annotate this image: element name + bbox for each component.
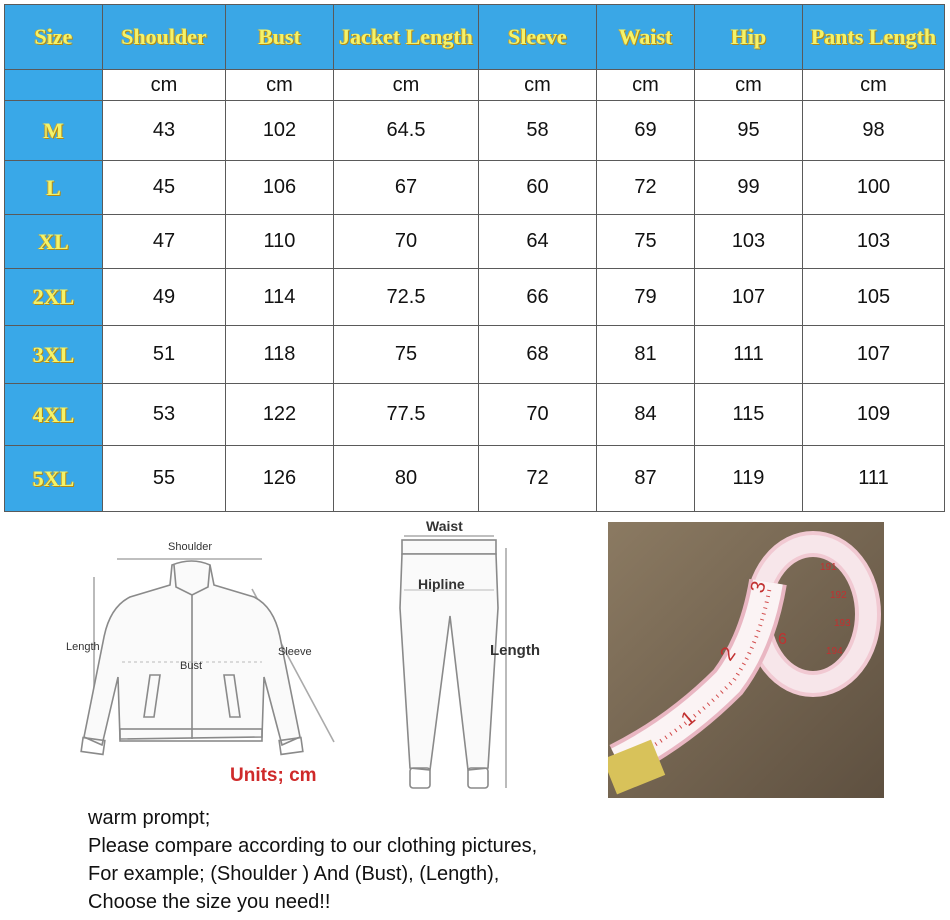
table-cell: 102 <box>226 101 334 161</box>
length-label: Length <box>66 641 100 653</box>
table-row <box>5 384 945 446</box>
tape-number-3: 3 <box>746 578 771 596</box>
table-cell: 70 <box>334 215 479 269</box>
table-cell: 67 <box>334 161 479 215</box>
table-header-row <box>5 5 945 70</box>
unit-cell: cm <box>597 70 695 101</box>
table-cell: 80 <box>334 446 479 512</box>
size-label: M <box>5 101 103 161</box>
table-cell: 75 <box>597 215 695 269</box>
table-cell: 106 <box>226 161 334 215</box>
header-hip: Hip <box>695 5 803 70</box>
table-cell: 107 <box>803 326 945 384</box>
waist-label: Waist <box>426 518 463 534</box>
header-pants-length: Pants Length <box>803 5 945 70</box>
size-label: 5XL <box>5 446 103 512</box>
table-cell: 64.5 <box>334 101 479 161</box>
header-size: Size <box>5 5 103 70</box>
table-cell: 98 <box>803 101 945 161</box>
notice-line: Please compare according to our clothing pictures, <box>88 835 538 857</box>
table-cell: 87 <box>597 446 695 512</box>
header-waist: Waist <box>597 5 695 70</box>
notice-line: For example; (Shoulder ) And (Bust), (Length), <box>88 863 500 885</box>
table-cell: 45 <box>103 161 226 215</box>
table-cell: 118 <box>226 326 334 384</box>
table-cell: 72.5 <box>334 269 479 326</box>
units-label: Units; cm <box>230 765 317 786</box>
table-cell: 111 <box>695 326 803 384</box>
unit-cell: cm <box>803 70 945 101</box>
table-cell: 66 <box>479 269 597 326</box>
table-cell: 47 <box>103 215 226 269</box>
unit-cell: cm <box>479 70 597 101</box>
tape-measure-photo <box>608 522 884 798</box>
table-cell: 115 <box>695 384 803 446</box>
pants-length-label: Length <box>490 642 540 659</box>
table-row <box>5 269 945 326</box>
tape-number-191: 191 <box>820 562 837 573</box>
table-cell: 75 <box>334 326 479 384</box>
table-unit-row <box>5 70 945 101</box>
size-label: L <box>5 161 103 215</box>
unit-cell: cm <box>695 70 803 101</box>
notice-line: warm prompt; <box>88 807 211 829</box>
table-cell: 53 <box>103 384 226 446</box>
table-cell: 95 <box>695 101 803 161</box>
table-cell: 111 <box>803 446 945 512</box>
table-row <box>5 161 945 215</box>
table-cell: 72 <box>597 161 695 215</box>
table-cell: 126 <box>226 446 334 512</box>
unit-cell: cm <box>226 70 334 101</box>
size-label: 4XL <box>5 384 103 446</box>
table-cell: 109 <box>803 384 945 446</box>
unit-cell: cm <box>103 70 226 101</box>
table-cell: 68 <box>479 326 597 384</box>
size-chart-table <box>4 4 945 512</box>
header-jacket-length: Jacket Length <box>334 5 479 70</box>
table-cell: 81 <box>597 326 695 384</box>
size-label: XL <box>5 215 103 269</box>
table-cell: 103 <box>803 215 945 269</box>
table-row <box>5 446 945 512</box>
table-cell: 119 <box>695 446 803 512</box>
hipline-label: Hipline <box>418 576 465 592</box>
shoulder-label: Shoulder <box>168 541 213 553</box>
table-row <box>5 215 945 269</box>
tape-number-194: 194 <box>826 646 843 657</box>
table-cell: 77.5 <box>334 384 479 446</box>
tape-measure-image <box>608 522 884 798</box>
size-notice <box>88 804 537 916</box>
tape-number-193: 193 <box>834 618 851 629</box>
table-cell: 49 <box>103 269 226 326</box>
header-bust: Bust <box>226 5 334 70</box>
size-label: 2XL <box>5 269 103 326</box>
table-cell: 43 <box>103 101 226 161</box>
table-row <box>5 101 945 161</box>
size-label: 3XL <box>5 326 103 384</box>
header-sleeve: Sleeve <box>479 5 597 70</box>
table-cell: 51 <box>103 326 226 384</box>
table-cell: 69 <box>597 101 695 161</box>
table-cell: 110 <box>226 215 334 269</box>
tape-number-1: 1 <box>677 706 700 731</box>
unit-cell-blank <box>5 70 103 101</box>
header-shoulder: Shoulder <box>103 5 226 70</box>
table-cell: 60 <box>479 161 597 215</box>
table-cell: 58 <box>479 101 597 161</box>
table-cell: 84 <box>597 384 695 446</box>
unit-cell: cm <box>334 70 479 101</box>
notice-line: Choose the size you need!! <box>88 891 331 913</box>
tape-number-192: 192 <box>830 590 847 601</box>
tape-number-2: 2 <box>716 643 741 665</box>
table-cell: 70 <box>479 384 597 446</box>
table-cell: 99 <box>695 161 803 215</box>
table-cell: 122 <box>226 384 334 446</box>
table-row <box>5 326 945 384</box>
table-cell: 100 <box>803 161 945 215</box>
pants-measurement-diagram <box>356 518 552 804</box>
jacket-measurement-diagram <box>42 527 342 802</box>
table-cell: 103 <box>695 215 803 269</box>
table-cell: 64 <box>479 215 597 269</box>
table-cell: 79 <box>597 269 695 326</box>
bust-label: Bust <box>180 660 203 672</box>
table-cell: 114 <box>226 269 334 326</box>
table-cell: 55 <box>103 446 226 512</box>
pants-illustration <box>356 518 552 804</box>
tape-number-6: 6 <box>778 631 787 648</box>
table-cell: 105 <box>803 269 945 326</box>
table-cell: 107 <box>695 269 803 326</box>
sleeve-label: Sleeve <box>278 646 312 658</box>
table-cell: 72 <box>479 446 597 512</box>
